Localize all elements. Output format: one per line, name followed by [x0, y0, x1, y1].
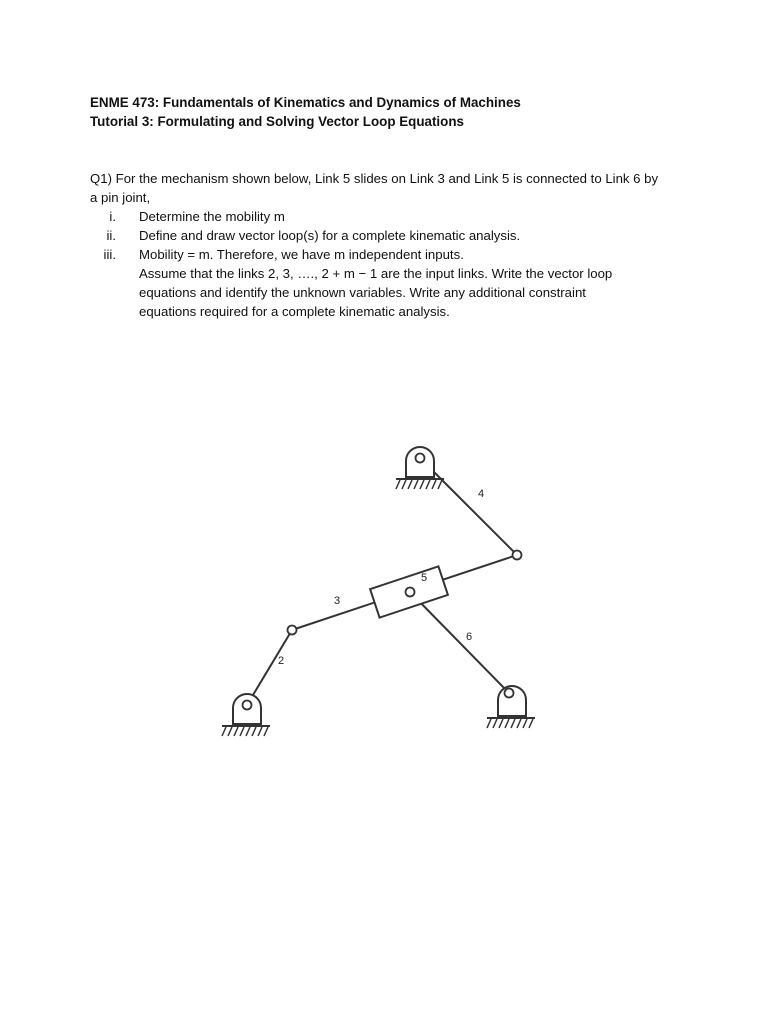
question-1-intro-cont: a pin joint,	[90, 190, 151, 205]
slider-pin	[406, 588, 415, 597]
joint-c	[513, 551, 522, 560]
question-1-intro: Q1) For the mechanism shown below, Link 5 slides on Link 3 and Link 5 is connected to Link 6 by	[90, 171, 659, 186]
item-text-iii-cont-1: Assume that the links 2, 3, …., 2 + m − 1 are the input links. Write the vector loop	[139, 266, 613, 281]
document-title: ENME 473: Fundamentals of Kinematics and Dynamics of Machines	[90, 95, 521, 110]
joint-a	[288, 626, 297, 635]
item-number-i: i.	[109, 209, 116, 224]
pivot-top	[416, 454, 425, 463]
pivot-left	[243, 701, 252, 710]
link-6	[410, 592, 509, 693]
item-number-iii: iii.	[103, 247, 116, 262]
item-text-iii-cont-2: equations and identify the unknown variables. Write any additional constraint	[139, 285, 586, 300]
link-label-2: 2	[278, 655, 285, 667]
link-label-3: 3	[334, 595, 341, 607]
link-label-6: 6	[466, 631, 473, 643]
link-2	[247, 630, 292, 705]
item-text-i: Determine the mobility m	[139, 209, 285, 224]
item-number-ii: ii.	[106, 228, 116, 243]
item-text-iii: Mobility = m. Therefore, we have m independent inputs.	[139, 247, 464, 262]
item-text-ii: Define and draw vector loop(s) for a complete kinematic analysis.	[139, 228, 521, 243]
tutorial-subtitle: Tutorial 3: Formulating and Solving Vector Loop Equations	[90, 114, 464, 129]
pivot-right	[505, 689, 514, 698]
link-label-5: 5	[421, 572, 428, 584]
item-text-iii-cont-3: equations required for a complete kinematic analysis.	[139, 304, 450, 319]
link-label-4: 4	[478, 488, 485, 500]
